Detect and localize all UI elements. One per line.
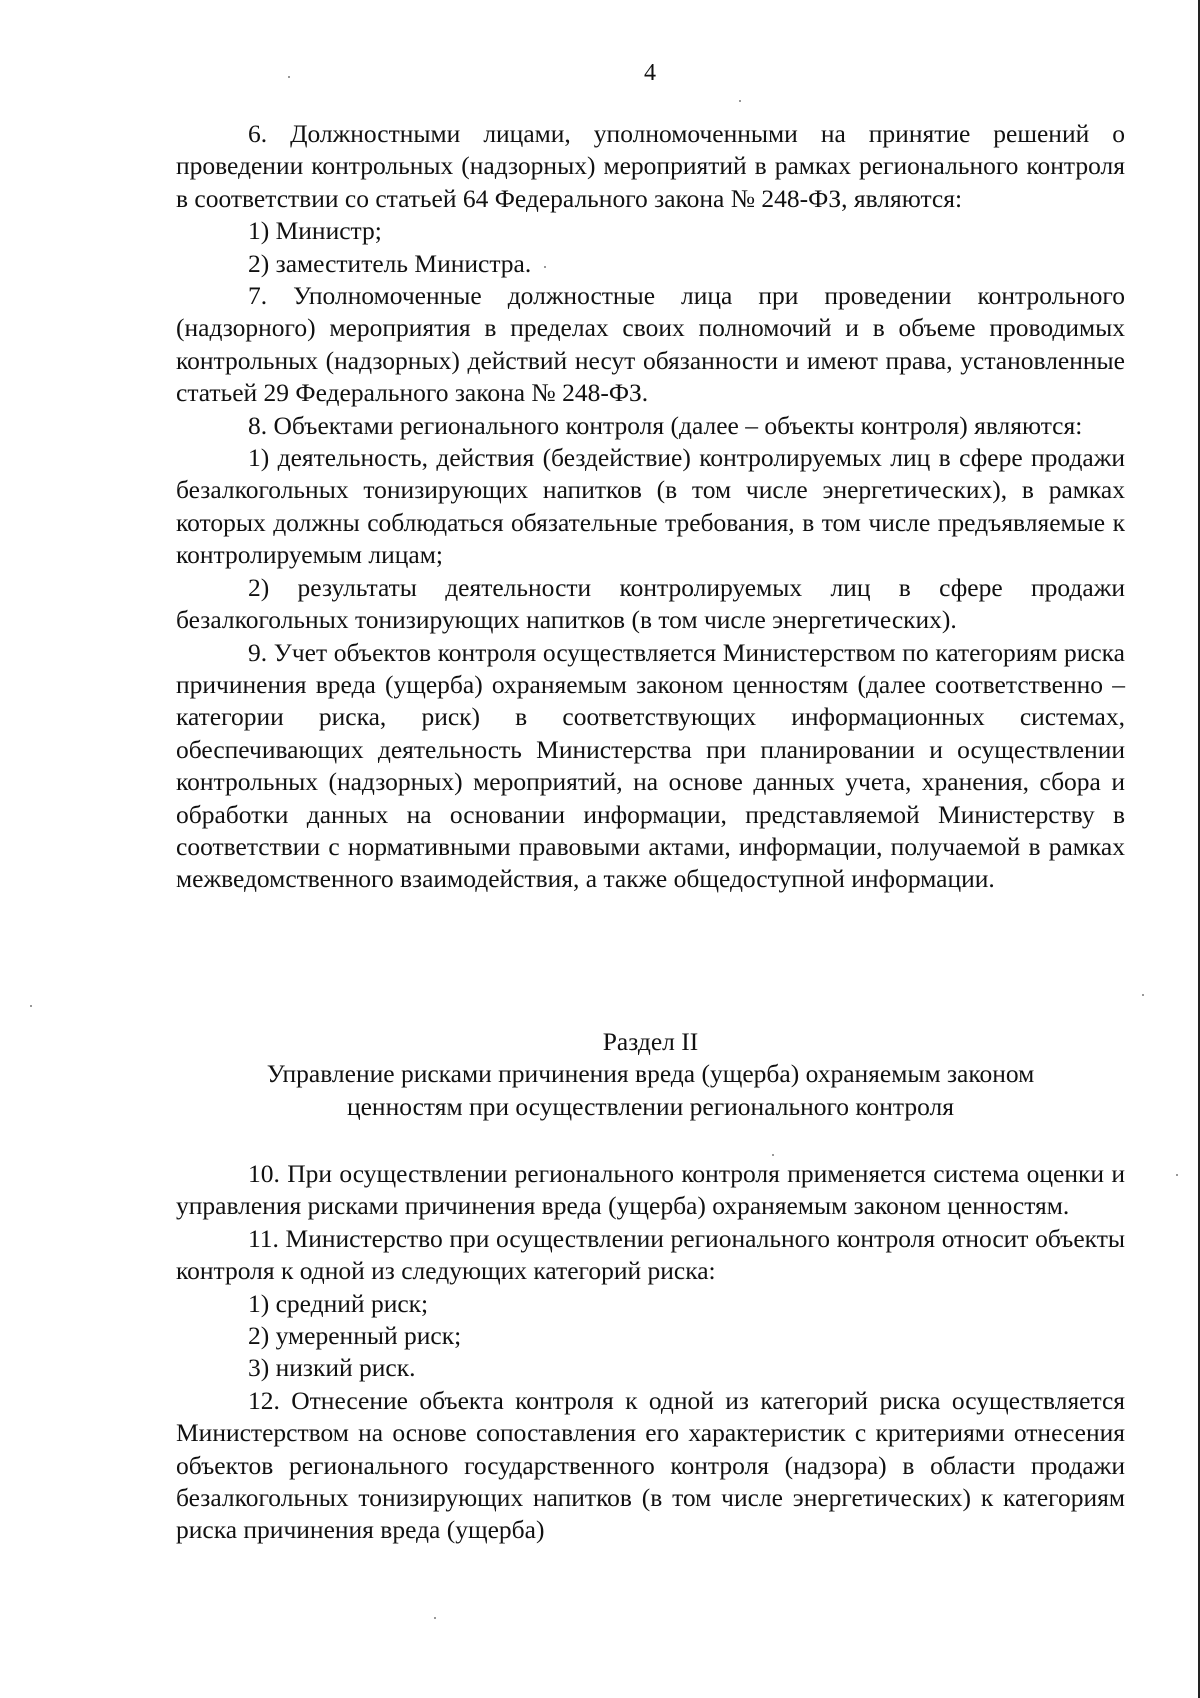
scan-speck: [739, 100, 741, 102]
scan-speck: [30, 1005, 32, 1007]
paragraph-10: 10. При осуществлении регионального контроля применяется система оценки и управления рисками причинения вреда (ущерба) охраняемым законом ценностям.: [176, 1159, 1125, 1221]
scan-speck: [1176, 1174, 1178, 1176]
scan-speck: [1142, 994, 1144, 996]
page-number: 4: [644, 60, 656, 86]
section-title-line-1: Управление рисками причинения вреда (ущерба) охраняемым законом: [266, 1059, 1035, 1089]
list-item-minister: 1) Министр;: [248, 216, 382, 246]
text-block-bottom: [176, 1158, 1125, 1547]
section-title-line-2: ценностям при осуществлении регионального контроля: [346, 1091, 955, 1121]
paragraph-9: 9. Учет объектов контроля осуществляется Министерством по категориям риска причинения вреда (ущерба) охраняемым законом ценностям (далее соответственно – категории риска, риск) в соответствующих информационных системах, обеспечивающих деятельность Министерства при планировании и осуществлении контрольных (надзорных) мероприятий, на основе данных учета, хранения, сбора и обработки данных на основании информации, представляемой Министерству в соответствии с нормативными правовыми актами, информации, получаемой в рамках межведомственного взаимодействия, а также общедоступной информации.: [176, 637, 1125, 894]
list-item-activity: 1) деятельность, действия (бездействие) контролируемых лиц в сфере продажи безалкогольных тонизирующих напитков (в том числе энергетических), в рамках которых должны соблюдаться обязательные требования, в том числе предъявляемые к контролируемым лицам;: [176, 443, 1125, 570]
paragraph-7: 7. Уполномоченные должностные лица при проведении контрольного (надзорного) мероприятия в пределах своих полномочий и в объеме проводимых контрольных (надзорных) действий несут обязанности и имеют права, установленные статьей 29 Федерального закона № 248-ФЗ.: [176, 281, 1125, 408]
paragraph-11: 11. Министерство при осуществлении регионального контроля относит объекты контроля к одной из следующих категорий риска:: [176, 1223, 1125, 1286]
section-heading: [176, 1026, 1125, 1123]
scan-speck: [434, 1617, 436, 1619]
text-block-top: [176, 118, 1125, 896]
paragraph-6: 6. Должностными лицами, уполномоченными на принятие решений о проведении контрольных (надзорных) мероприятий в рамках регионального контроля в соответствии со статьей 64 Федерального закона № 248-ФЗ, являются:: [176, 119, 1125, 213]
list-item-results: 2) результаты деятельности контролируемых лиц в сфере продажи безалкогольных тонизирующих напитков (в том числе энергетических).: [176, 572, 1125, 635]
list-item-moderate-risk: 2) умеренный риск;: [248, 1321, 462, 1351]
list-item-medium-risk: 1) средний риск;: [248, 1288, 429, 1318]
section-label: Раздел II: [602, 1027, 699, 1056]
list-item-low-risk: 3) низкий риск.: [248, 1353, 416, 1383]
paragraph-8: 8. Объектами регионального контроля (далее – объекты контроля) являются:: [248, 410, 1083, 440]
list-item-deputy-minister: 2) заместитель Министра.: [248, 248, 532, 278]
scan-speck: [772, 1154, 774, 1156]
paragraph-12: 12. Отнесение объекта контроля к одной из категорий риска осуществляется Министерством на основе сопоставления его характеристик с критериями отнесения объектов регионального государственного контроля (надзора) в области продажи безалкогольных тонизирующих напитков (в том числе энергетических) к категориям риска причинения вреда (ущерба): [176, 1385, 1125, 1545]
